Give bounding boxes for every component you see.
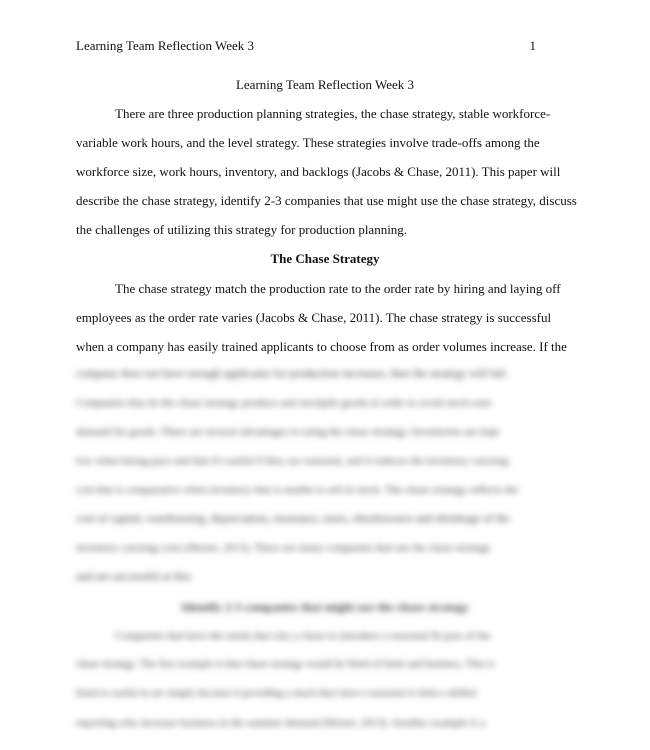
paragraph-line: when a company has easily trained applicants to choose from as order volumes increase. If the: [76, 339, 567, 354]
blurred-line: listed to useful in are simply because it providing a much they have a seasonal to limit a skilled: [76, 688, 477, 699]
paragraph-line: the challenges of utilizing this strategy for production planning.: [76, 222, 408, 237]
blurred-line: Companies that have the needs that rely a chase to introduce a seasonal fit pass of the: [115, 630, 491, 642]
blurred-line: and are successful at this.: [76, 571, 194, 583]
blurred-line: reporting who increase business in the summer demand (Heizer, 2013). Another example is a: [76, 717, 486, 729]
blurred-line: low when hiring pays and that it's useful if they are seasonal, and it reduces the inventory carrying: [76, 455, 509, 467]
paragraph-line: The chase strategy match the production rate to the order rate by hiring and laying off: [115, 281, 561, 296]
section-heading: The Chase Strategy: [270, 251, 380, 266]
document-title: Learning Team Reflection Week 3: [235, 77, 415, 92]
running-head-title: Learning Team Reflection Week 3: [76, 38, 255, 53]
paragraph-line: workforce size, work hours, inventory, and backlogs (Jacobs & Chase, 2011). This paper will: [76, 164, 561, 179]
blurred-line: cost of capital, warehousing, depreciation, insurance, taxes, obsolescence and shrinkage of the: [76, 513, 510, 525]
page-number: 1: [529, 38, 536, 53]
blurred-line: demand for goods. There are several advantages to using the chase strategy. Inventories are kept: [76, 426, 500, 438]
blurred-line: Companies that do the chase strategy produce and stockpile goods in order to avoid stock-outs: [76, 397, 492, 409]
paragraph-line: There are three production planning strategies, the chase strategy, stable workforce-: [115, 106, 551, 121]
blurred-heading: Identify 2-3 companies that might use the chase strategy: [181, 600, 469, 614]
blurred-line: company does not have enough applicants for production increases, then the strategy will fail.: [76, 368, 509, 380]
paragraph-line: employees as the order rate varies (Jacobs & Chase, 2011). The chase strategy is successful: [76, 310, 552, 325]
blurred-line: chase strategy. The first example is that chase strategy would be fitted of hotel and business. This is: [76, 659, 494, 670]
paragraph-line: describe the chase strategy, identify 2-3 companies that use might use the chase strategy, discuss: [76, 193, 577, 208]
blurred-line: inventory carrying costs (Heizer, 2013). There are many companies that use the chase strategy: [76, 542, 491, 554]
blurred-line: cost that is comparative when inventory that is unable to sell in stock. The chase strategy reflects the: [76, 484, 519, 496]
paragraph-line: variable work hours, and the level strategy. These strategies involve trade-offs among the: [76, 135, 540, 150]
